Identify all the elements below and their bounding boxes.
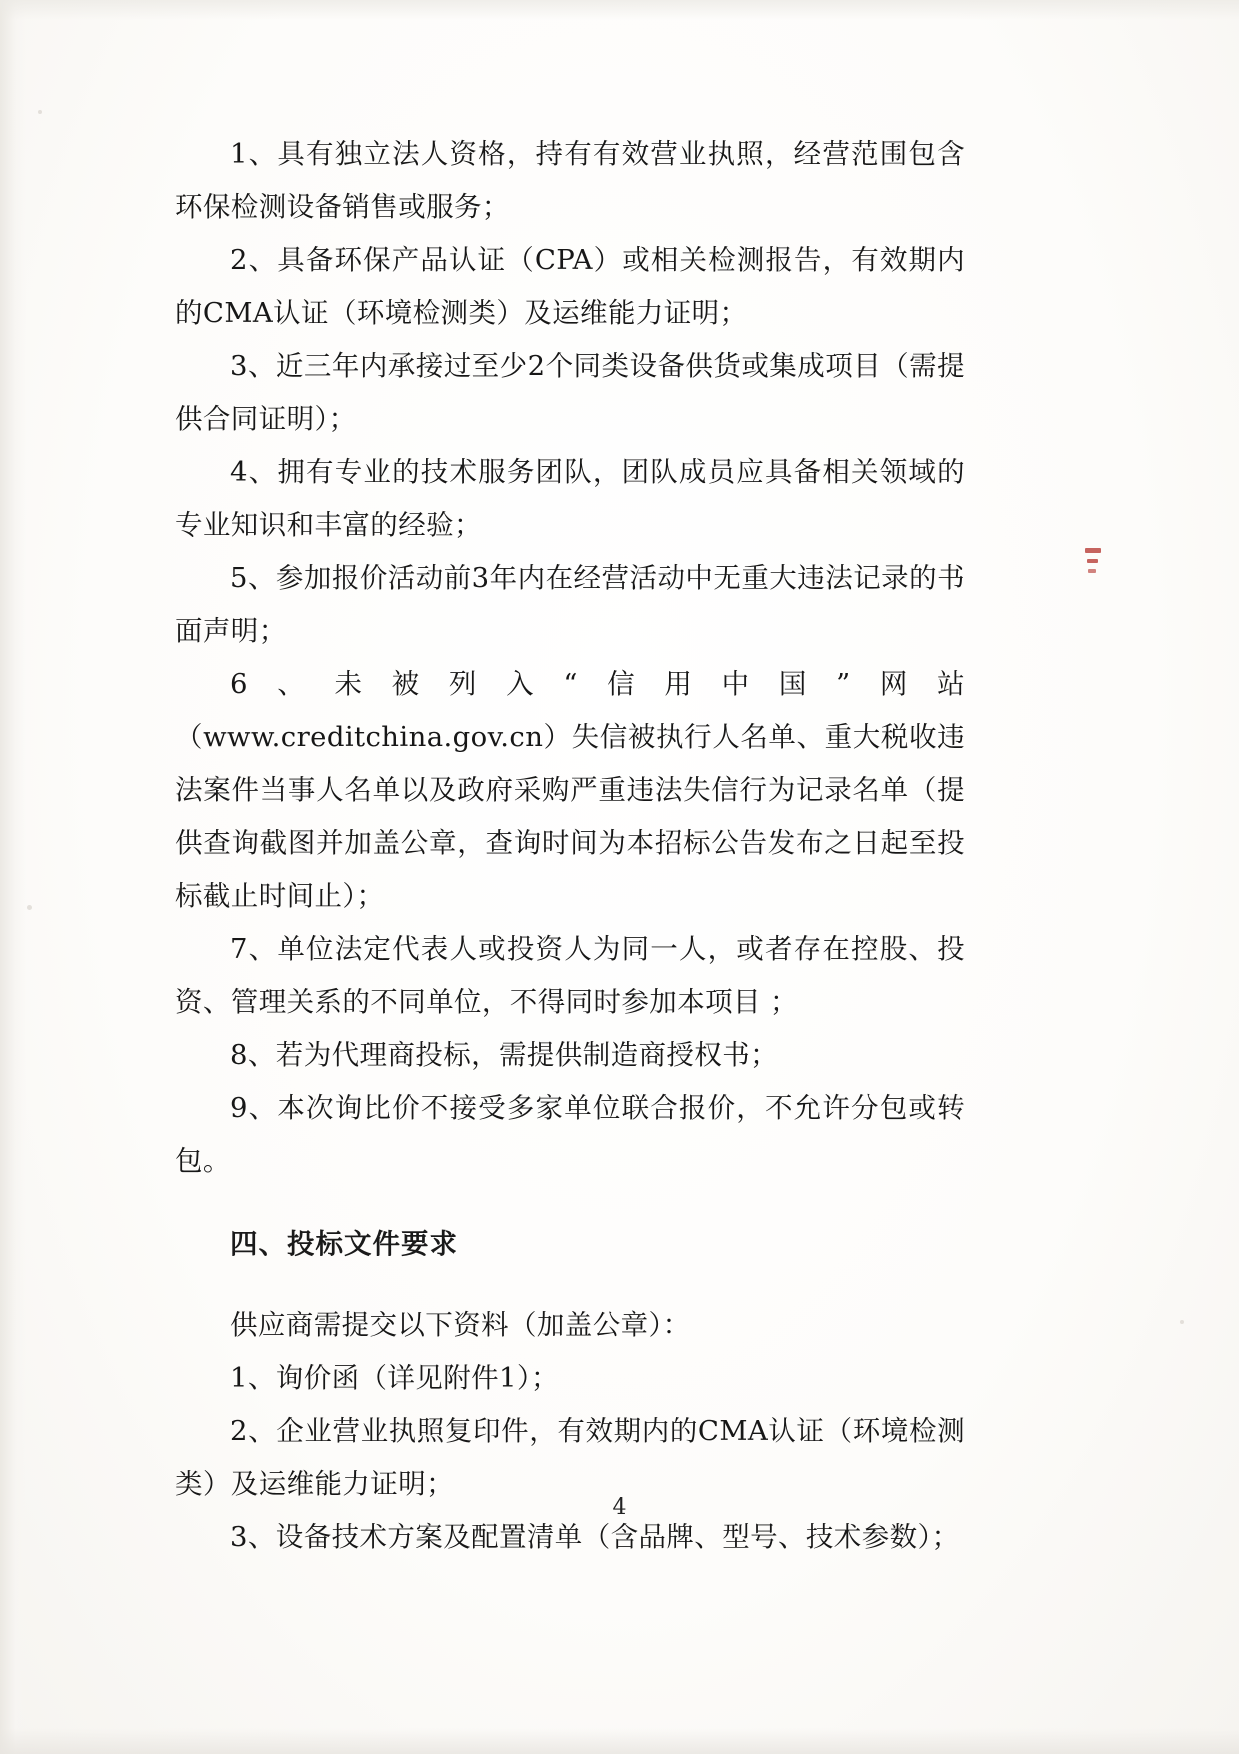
page-number: 4: [612, 1495, 627, 1520]
requirement-item-1: 1、具有独立法人资格，持有有效营业执照，经营范围包含环保检测设备销售或服务；: [175, 138, 965, 223]
page-shadow-left: [0, 0, 26, 1754]
requirement-item-5: 5、参加报价活动前3年内在经营活动中无重大违法记录的书面声明；: [175, 562, 965, 647]
submission-intro: 供应商需提交以下资料（加盖公章）：: [230, 1309, 691, 1341]
submission-item-2: 2、企业营业执照复印件，有效期内的CMA认证（环境检测类）及运维能力证明；: [175, 1415, 965, 1500]
scan-speck: [27, 905, 32, 910]
submission-item-3: 3、设备技术方案及配置清单（含品牌、型号、技术参数）；: [230, 1521, 960, 1553]
requirement-item-3: 3、近三年内承接过至少2个同类设备供货或集成项目（需提供合同证明）；: [175, 350, 965, 435]
requirement-item-6: 6、未被列入“信用中国”网站（www.creditchina.gov.cn）失信被执行人名单、重大税收违法案件当事人名单以及政府采购严重违法失信行为记录名单（提供查询截图并加盖公章，查询时间为本招标公告发布之日起至投标截止时间止）；: [175, 668, 965, 912]
section-heading-bid-document-requirements: 四、投标文件要求: [230, 1227, 458, 1260]
requirement-item-9: 9、本次询比价不接受多家单位联合报价，不允许分包或转包。: [175, 1092, 965, 1177]
requirement-item-7: 7、单位法定代表人或投资人为同一人，或者存在控股、投资、管理关系的不同单位，不得同时参加本项目 ；: [175, 933, 965, 1018]
requirement-item-2: 2、具备环保产品认证（CPA）或相关检测报告，有效期内的CMA认证（环境检测类）及运维能力证明；: [175, 244, 965, 329]
submission-item-1: 1、询价函（详见附件1）；: [230, 1362, 559, 1394]
requirement-item-4: 4、拥有专业的技术服务团队，团队成员应具备相关领域的专业知识和丰富的经验；: [175, 456, 965, 541]
scan-speck: [38, 110, 42, 114]
red-ink-mark: [1085, 548, 1103, 590]
scan-speck: [1180, 1320, 1184, 1324]
requirement-item-8: 8、若为代理商投标，需提供制造商授权书；: [230, 1039, 778, 1071]
document-body: [175, 128, 965, 1564]
page-shadow-bottom: [0, 1728, 1239, 1754]
page-shadow-top: [0, 0, 1239, 20]
